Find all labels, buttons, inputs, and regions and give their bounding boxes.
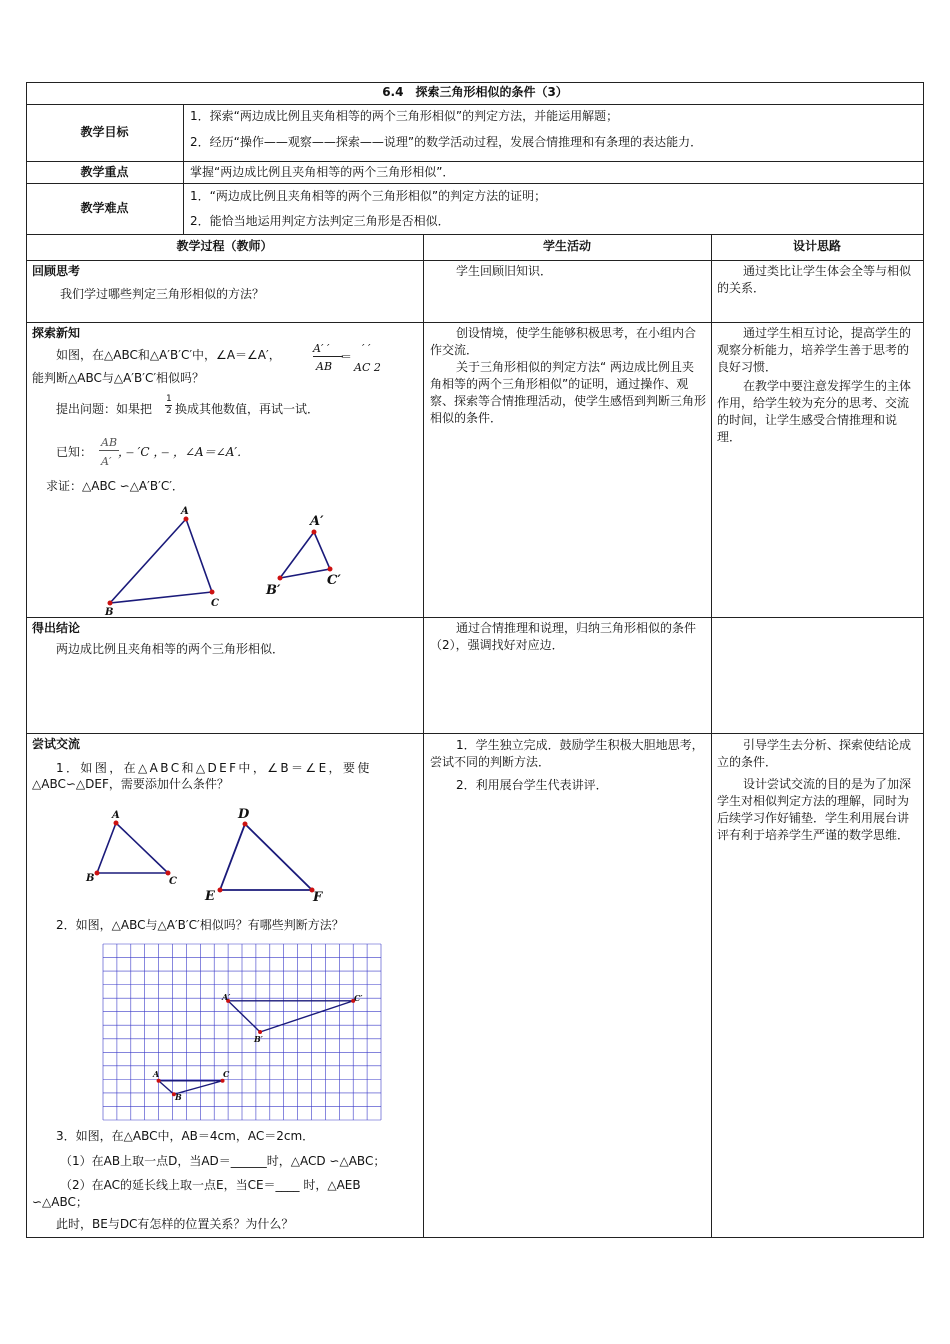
- ratio-right-top: ′ ′: [362, 342, 371, 355]
- difficulty-label: 教学难点: [80, 201, 129, 215]
- practice-design-2: 设计尝试交流的目的是为了加深学生对相似判定方法的理解，同时为后续学习作好铺垫．学生利用展台讲评有利于培养学生严谨的数学思维．: [717, 777, 912, 842]
- half-denominator: 2: [166, 406, 172, 416]
- given-frac-den: A′: [101, 455, 112, 468]
- conclusion-teacher: 两边成比例且夹角相等的两个三角形相似．: [56, 642, 285, 656]
- fig1-label-c: C: [169, 876, 177, 887]
- practice-heading: 尝试交流: [32, 737, 81, 751]
- fig-label-b: B: [105, 607, 114, 618]
- objective-item: 1．探索“两边成比例且夹角相等的两个三角形相似”的判定方法，并能运用解题；: [190, 109, 619, 123]
- key-point-label: 教学重点: [80, 165, 129, 179]
- column-header-design: 设计思路: [792, 239, 841, 253]
- fig-label-c-prime: C′: [327, 573, 341, 588]
- grid-label-c: C: [223, 1069, 230, 1079]
- objectives-label: 教学目标: [80, 125, 129, 139]
- fig2-label-d: D: [238, 807, 250, 822]
- ratio-equals: ＝: [340, 350, 353, 364]
- column-header-student: 学生活动: [542, 239, 591, 253]
- explore-student-2: 关于三角形相似的判定方法“ 两边成比例且夹角相等的两个三角形相似”的证明，通过操作、观察、探索等合情推理活动，使学生感悟到判断三角形相似的条件．: [430, 360, 707, 425]
- column-header-teacher: 教学过程（教师）: [176, 239, 273, 253]
- practice-design-1: 引导学生去分析、探索使结论成立的条件．: [717, 738, 912, 769]
- given-rest: ， ̶ ′C ， ̶ ，∠A＝∠A′．: [118, 445, 250, 459]
- grid-label-a-prime: A′: [222, 992, 231, 1002]
- practice-q3-3: 此时，BE与DC有怎样的位置关系？为什么？: [56, 1217, 294, 1231]
- practice-q3-1: （1）在AB上取一点D，当AD＝______时，△ACD ∽△ABC；: [60, 1154, 386, 1168]
- explore-design-2: 在教学中要注意发挥学生的主体作用，给学生较为充分的思考、交流的时间，让学生感受合情推理和说理．: [717, 379, 912, 444]
- explore-line1: 如图，在△ABC和△A′B′C′中，∠A＝∠A′，: [56, 348, 281, 362]
- explore-student-1: 创设情境，使学生能够积极思考，在小组内合作交流．: [430, 326, 697, 357]
- fig-label-a-prime: A′: [310, 514, 324, 529]
- explore-heading: 探索新知: [32, 326, 81, 340]
- page-title: 6.4 探索三角形相似的条件（3）: [382, 85, 568, 99]
- grid-label-a: A: [153, 1069, 160, 1079]
- grid-triangle-abc: [159, 1081, 223, 1095]
- difficulty-item: 1．“两边成比例且夹角相等的两个三角形相似”的判定方法的证明；: [190, 189, 547, 203]
- explore-line2: 能判断△ABC与△A′B′C′相似吗？: [32, 371, 205, 385]
- explore-design-1: 通过学生相互讨论，提高学生的观察分析能力，培养学生善于思考的良好习惯．: [717, 326, 912, 374]
- practice-q3-2b: ∽△ABC；: [32, 1195, 88, 1209]
- prove-statement: 求证：△ABC ∽△A′B′C′．: [46, 479, 184, 493]
- ratio-denominator: AB: [316, 360, 333, 373]
- fig-label-b-prime: B′: [266, 583, 281, 598]
- grid-label-b: B: [175, 1092, 182, 1102]
- practice-figure-1: [0, 0, 400, 120]
- grid-label-b-prime: B′: [254, 1034, 263, 1044]
- fig1-label-b: B: [86, 873, 95, 884]
- triangle-abc-prime: [278, 530, 333, 581]
- conclusion-student: 通过合情推理和说理，归纳三角形相似的条件（2），强调找好对应边．: [430, 621, 697, 652]
- practice-q1a: 1．如图，在△ABC和△DEF中，∠B＝∠E，要使: [56, 761, 372, 775]
- grid-label-c-prime: C′: [354, 993, 363, 1003]
- difficulty-item: 2．能恰当地运用判定方法判定三角形是否相似．: [190, 214, 450, 228]
- practice-q3: 3．如图，在△ABC中，AB＝4cm，AC＝2cm．: [56, 1129, 315, 1143]
- review-student: 学生回顾旧知识．: [456, 264, 553, 278]
- given-label: 已知：: [56, 445, 93, 459]
- ratio-numerator: A′ ′: [313, 342, 330, 355]
- grid-figure: [103, 944, 381, 1120]
- grid-triangle-abc-prime: [228, 1001, 353, 1032]
- given-frac-bar: [99, 450, 119, 451]
- practice-q1b: △ABC∽△DEF，需要添加什么条件？: [32, 777, 229, 791]
- fig-label-c: C: [211, 598, 219, 609]
- fig-label-a: A: [181, 506, 189, 517]
- practice-student-1: 1．学生独立完成．鼓励学生积极大胆地思考，尝试不同的判断方法．: [430, 738, 704, 769]
- grid-point: [221, 1079, 225, 1083]
- objective-item: 2．经历“操作——观察——探索——说理”的数学活动过程，发展合情推理和有条理的表达能力．: [190, 135, 703, 149]
- given-frac-num: AB: [101, 436, 118, 449]
- practice-q3-2a: （2）在AC的延长线上取一点E，当CE＝____ 时，△AEB: [60, 1178, 361, 1192]
- triangle-abc-small: [95, 821, 171, 876]
- conclusion-heading: 得出结论: [32, 621, 81, 635]
- fig2-label-e: E: [205, 889, 215, 904]
- practice-q2: 2．如图，△ABC与△A′B′C′相似吗？有哪些判断方法？: [56, 918, 344, 932]
- triangle-def: [218, 822, 315, 893]
- ratio-right-bottom: AC 2: [354, 361, 381, 374]
- review-heading: 回顾思考: [32, 264, 81, 278]
- fig1-label-a: A: [112, 810, 120, 821]
- half-numerator: 1: [166, 394, 172, 404]
- explore-line3b: 换成其他数值，再试一试．: [175, 402, 320, 416]
- review-design: 通过类比让学生体会全等与相似的关系．: [717, 264, 912, 295]
- explore-line3a: 提出问题：如果把: [56, 402, 153, 416]
- review-teacher: 我们学过哪些判定三角形相似的方法？: [60, 287, 265, 301]
- grid-point: [157, 1079, 161, 1083]
- practice-student-2: 2．利用展台学生代表讲评．: [456, 778, 608, 792]
- key-point-text: 掌握“两边成比例且夹角相等的两个三角形相似”．: [190, 165, 455, 179]
- ratio-bar: [313, 356, 343, 357]
- fig2-label-f: F: [313, 890, 323, 905]
- triangle-abc: [108, 517, 215, 606]
